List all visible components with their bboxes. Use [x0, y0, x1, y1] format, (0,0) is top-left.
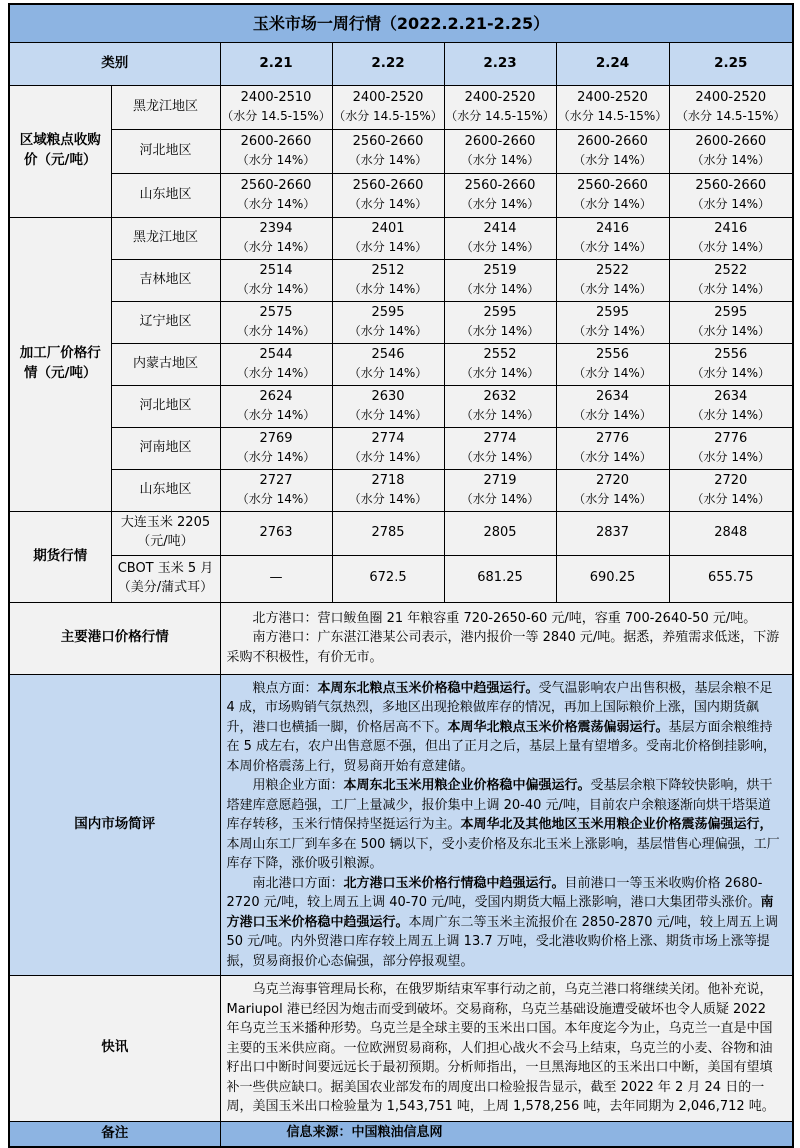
moisture-note: （水分 14%） [691, 239, 771, 254]
price-cell [332, 427, 444, 469]
price-cell [669, 85, 793, 129]
price-cell [332, 129, 444, 173]
moisture-note: （水分 14%） [348, 239, 428, 254]
price-cell [444, 217, 556, 259]
moisture-note: （水分 14%） [573, 323, 652, 338]
ports-paragraph: 南方港口：广东湛江港某公司表示，港内报价一等 2840 元/吨。据悉，养殖需求低迷，下游采购不积极性，有价无市。 [226, 630, 780, 665]
moisture-note: （水分 14%） [348, 152, 428, 167]
review-segment: 基层方面余粮维持在 5 成左右，农户出售意愿不强，但出了正月之后，基层上量有望增多。受南北价格倒挂影响，本周价格震荡上行，贸易商开始有意建储。 [226, 719, 777, 774]
price-cell [220, 469, 332, 511]
moisture-note: （水分 14%） [573, 239, 652, 254]
moisture-note: （水分 14.5-15%） [557, 108, 668, 123]
news-row [9, 976, 793, 1122]
price-value: 2401 [371, 220, 405, 236]
news-paragraph: 乌克兰海事管理局长称，在俄罗斯结束军事行动之前，乌克兰港口将继续关闭。他补充说，Mariupol 港已经因为炮击而受到破坏。交易商称，乌克兰基础设施遭受破坏也令人质疑 2022 年乌克兰玉米播种形势。乌克兰是全球主要的玉米出口国。本年度迄今为止，乌克兰一直是中国主要的玉米供应商。一位欧洲贸易商称，人们担心战火不会马上结束，乌克兰的小麦、谷物和油籽出口中断时间要远远长于最初预期。分析师指出，一旦黑海地区的玉米出口中断，美国有望填补一些供应缺口。据美国农业部发布的周度出口检验报告显示，截至 2022 年 2 月 24 日的一周，美国玉米出口检验量为 1,543,751 吨，上周 1,578,256 吨，去年同期为 2,046,712 吨。 [226, 982, 775, 1114]
moisture-note: （水分 14.5-15%） [221, 108, 331, 123]
review-segment: 目前港口一等玉米收购价格 2680-2720 元/吨，较上周五上调 40-70 元/吨，受国内期货大幅上涨影响，港口大集团带头涨价。 [226, 875, 763, 910]
price-value: 2575 [259, 304, 293, 320]
price-cell [332, 385, 444, 427]
review-paragraph [227, 874, 783, 972]
price-value: 2785 [371, 524, 405, 540]
table-row [9, 385, 793, 427]
price-cell [444, 385, 556, 427]
price-cell [444, 511, 556, 555]
corn-market-weekly-table [8, 3, 794, 1148]
price-cell [332, 301, 444, 343]
price-cell [669, 173, 793, 217]
price-value: 655.75 [708, 570, 754, 586]
moisture-note: （水分 14%） [573, 407, 652, 422]
price-cell [220, 427, 332, 469]
price-value: 2720 [595, 472, 630, 488]
region-label: 河南地区 [111, 427, 220, 469]
price-cell [220, 85, 332, 129]
price-cell [220, 301, 332, 343]
price-value: 2414 [483, 220, 517, 236]
price-value: 2556 [595, 346, 630, 362]
price-value: 2519 [483, 262, 517, 278]
price-cell [669, 343, 793, 385]
news-text [220, 976, 793, 1122]
table-row [9, 511, 793, 555]
price-value: 2595 [595, 304, 630, 320]
moisture-note: （水分 14.5-15%） [445, 108, 555, 123]
price-value: 2522 [595, 262, 630, 278]
price-value: 690.25 [589, 570, 636, 586]
moisture-note: （水分 14%） [236, 449, 316, 464]
title-row [9, 4, 793, 42]
moisture-note: （水分 14%） [691, 281, 771, 296]
price-cell [556, 343, 669, 385]
price-value: 2400-2520 [352, 89, 424, 105]
moisture-note: （水分 14%） [348, 196, 428, 211]
price-value: 2720 [714, 472, 748, 488]
review-segment: 本周广东二等玉米主流报价在 2850-2870 元/吨，较上周五上调 50 元/吨。内外贸港口库存较上周五上调 13.7 万吨，受北港收购价格上涨、期货市场上涨等提振，贸易商报价心态偏强，部分停报观望。 [226, 914, 779, 969]
price-value: 2763 [259, 524, 293, 540]
price-value: 2805 [483, 524, 517, 540]
price-value: 2560-2660 [577, 177, 648, 193]
price-value: 2560-2660 [695, 177, 767, 193]
price-value: 2719 [483, 472, 517, 488]
moisture-note: （水分 14%） [348, 449, 428, 464]
moisture-note: （水分 14%） [236, 239, 316, 254]
moisture-note: （水分 14%） [460, 323, 540, 338]
price-cell [332, 469, 444, 511]
price-cell [444, 301, 556, 343]
price-cell [220, 259, 332, 301]
moisture-note: （水分 14%） [573, 281, 652, 296]
price-cell [556, 85, 669, 129]
note-row [9, 1121, 793, 1147]
price-value: 2600-2660 [695, 133, 767, 149]
price-cell [556, 129, 669, 173]
price-cell [332, 217, 444, 259]
price-value: 2630 [371, 388, 405, 404]
price-value: 2560-2660 [352, 133, 424, 149]
moisture-note: （水分 14%） [691, 152, 771, 167]
moisture-note: （水分 14%） [460, 449, 540, 464]
review-segment: 受气温影响农户出售积极，基层余粮不足 4 成，市场购销气氛热烈，多地区出现抢粮做库存的情况，再加上国际粮价上涨，国内期货飙升，港口也横插一脚，价格居高不下。 [226, 680, 773, 735]
price-value: 2560-2660 [464, 177, 536, 193]
review-bold-segment: 本周华北及其他地区玉米用粮企业价格震荡偏强运行， [460, 817, 773, 832]
price-value: 2837 [595, 524, 630, 540]
price-value: 2514 [259, 262, 293, 278]
date-header-2: 2.22 [332, 42, 444, 85]
moisture-note: （水分 14%） [573, 152, 652, 167]
price-cell [669, 511, 793, 555]
price-cell [220, 343, 332, 385]
price-value: 2556 [714, 346, 748, 362]
table-row [9, 85, 793, 129]
review-segment: 本周山东工厂到车多在 500 辆以下，受小麦价格及东北玉米上涨影响，基层惜售心理偏强，工厂库存下降，涨价吸引粮源。 [226, 836, 780, 871]
moisture-note: （水分 14%） [460, 365, 540, 380]
price-value: 2400-2510 [240, 89, 312, 105]
price-value: 2400-2520 [464, 89, 536, 105]
moisture-note: （水分 14%） [348, 407, 428, 422]
price-cell [556, 511, 669, 555]
date-header-4: 2.24 [556, 42, 669, 85]
table-row [9, 173, 793, 217]
ports-text [220, 602, 793, 674]
review-bold-segment: 北方港口玉米价格行情稳中趋强运行。 [343, 875, 565, 891]
price-value: 2512 [371, 262, 405, 278]
table-row [9, 427, 793, 469]
table-row [9, 343, 793, 385]
price-cell [444, 259, 556, 301]
moisture-note: （水分 14%） [460, 196, 540, 211]
table-row [9, 555, 793, 602]
price-value: 2600-2660 [240, 133, 312, 149]
price-cell [220, 173, 332, 217]
price-value: 2718 [371, 472, 405, 488]
moisture-note: （水分 14%） [348, 365, 428, 380]
price-cell [669, 469, 793, 511]
page-title: 玉米市场一周行情（2022.2.21-2.25） [9, 4, 793, 42]
price-cell [444, 129, 556, 173]
moisture-note: （水分 14%） [236, 407, 316, 422]
price-value: 2546 [371, 346, 405, 362]
price-value: 681.25 [477, 570, 523, 586]
table-row [9, 217, 793, 259]
moisture-note: （水分 14%） [691, 449, 771, 464]
price-value: 2400-2520 [695, 89, 767, 105]
price-value: 2632 [483, 388, 517, 404]
moisture-note: （水分 14%） [348, 323, 428, 338]
price-cell [556, 427, 669, 469]
price-value: 2595 [371, 304, 405, 320]
price-value: 2727 [259, 472, 293, 488]
price-cell [332, 173, 444, 217]
price-value: 2774 [371, 430, 405, 446]
table-row [9, 301, 793, 343]
price-cell [669, 427, 793, 469]
region-label: 山东地区 [111, 173, 220, 217]
price-cell [556, 555, 669, 602]
price-value: 2560-2660 [240, 177, 312, 193]
review-bold-segment: 本周华北粮点玉米价格震荡偏弱运行。 [447, 719, 669, 735]
price-cell [669, 129, 793, 173]
section-label-futures: 期货行情 [9, 511, 111, 602]
price-value: 2400-2520 [577, 89, 648, 105]
price-value: 2634 [714, 388, 748, 404]
review-paragraph [227, 679, 783, 777]
region-label: 辽宁地区 [111, 301, 220, 343]
date-header-5: 2.25 [669, 42, 793, 85]
moisture-note: （水分 14%） [348, 281, 428, 296]
table-row [9, 469, 793, 511]
price-cell [669, 385, 793, 427]
price-value: 2544 [259, 346, 293, 362]
price-cell [556, 301, 669, 343]
price-value: 2776 [595, 430, 630, 446]
price-cell [444, 555, 556, 602]
price-value: 672.5 [369, 570, 407, 586]
ports-row [9, 602, 793, 674]
price-value: 2624 [259, 388, 293, 404]
date-header-3: 2.23 [444, 42, 556, 85]
moisture-note: （水分 14%） [460, 407, 540, 422]
review-segment: 受基层余粮下降较快影响，烘干塔建库意愿趋强，工厂上量减少，报价集中上调 20-40 元/吨，目前农户余粮逐渐向烘干塔渠道库存转移，玉米行情保持坚挺运行为主。 [226, 778, 773, 832]
review-segment: 南北港口方面： [252, 875, 344, 891]
price-value: — [269, 570, 283, 586]
section-label-news: 快讯 [9, 976, 220, 1122]
info-source: 信息来源：中国粮油信息网 [220, 1121, 793, 1147]
price-cell [556, 469, 669, 511]
price-cell [556, 385, 669, 427]
review-bold-segment: 本周东北粮点玉米价格稳中趋强运行。 [317, 680, 539, 696]
region-label: 河北地区 [111, 385, 220, 427]
price-value: 2522 [714, 262, 748, 278]
price-cell [332, 259, 444, 301]
moisture-note: （水分 14%） [460, 491, 540, 506]
price-cell [444, 173, 556, 217]
price-cell [332, 511, 444, 555]
moisture-note: （水分 14%） [691, 365, 771, 380]
region-label: 黑龙江地区 [111, 217, 220, 259]
moisture-note: （水分 14.5-15%） [333, 108, 443, 123]
price-cell [220, 511, 332, 555]
review-segment: 用粮企业方面： [252, 778, 344, 793]
price-value: 2600-2660 [577, 133, 648, 149]
moisture-note: （水分 14%） [348, 491, 428, 506]
price-cell [332, 343, 444, 385]
price-cell [444, 85, 556, 129]
region-label: 内蒙古地区 [111, 343, 220, 385]
header-row [9, 42, 793, 85]
contract-label: CBOT 玉米 5 月（美分/蒲式耳） [111, 555, 220, 602]
price-value: 2774 [483, 430, 517, 446]
review-paragraph [227, 776, 783, 874]
price-cell [332, 85, 444, 129]
price-cell [220, 217, 332, 259]
price-cell [669, 259, 793, 301]
price-cell [220, 555, 332, 602]
price-value: 2416 [714, 220, 748, 236]
ports-paragraph: 北方港口：营口鲅鱼圈 21 年粮容重 720-2650-60 元/吨，容重 700-2640-50 元/吨。 [252, 610, 757, 626]
section-label-ports: 主要港口价格行情 [9, 602, 220, 674]
price-cell [556, 173, 669, 217]
price-cell [220, 129, 332, 173]
price-cell [669, 301, 793, 343]
moisture-note: （水分 14%） [236, 365, 316, 380]
price-cell [556, 217, 669, 259]
section-label-processing-plants: 加工厂价格行情（元/吨） [9, 217, 111, 511]
contract-label: 大连玉米 2205（元/吨） [111, 511, 220, 555]
region-label: 黑龙江地区 [111, 85, 220, 129]
price-cell [669, 555, 793, 602]
moisture-note: （水分 14.5-15%） [676, 108, 786, 123]
section-label-grain-points: 区域粮点收购价（元/吨） [9, 85, 111, 217]
moisture-note: （水分 14%） [236, 323, 316, 338]
moisture-note: （水分 14%） [573, 491, 652, 506]
price-value: 2416 [595, 220, 630, 236]
moisture-note: （水分 14%） [691, 407, 771, 422]
price-value: 2600-2660 [464, 133, 536, 149]
moisture-note: （水分 14%） [691, 196, 771, 211]
moisture-note: （水分 14%） [460, 152, 540, 167]
price-cell [332, 555, 444, 602]
price-value: 2552 [483, 346, 517, 362]
moisture-note: （水分 14%） [236, 152, 316, 167]
price-value: 2560-2660 [352, 177, 424, 193]
review-segment: 粮点方面： [252, 680, 318, 696]
price-value: 2394 [259, 220, 293, 236]
price-cell [220, 385, 332, 427]
price-cell [556, 259, 669, 301]
moisture-note: （水分 14%） [236, 491, 316, 506]
table-row [9, 259, 793, 301]
date-header-1: 2.21 [220, 42, 332, 85]
moisture-note: （水分 14%） [236, 196, 316, 211]
price-cell [444, 343, 556, 385]
region-label: 吉林地区 [111, 259, 220, 301]
region-label: 山东地区 [111, 469, 220, 511]
moisture-note: （水分 14%） [573, 196, 652, 211]
price-cell [444, 469, 556, 511]
moisture-note: （水分 14%） [236, 281, 316, 296]
price-value: 2776 [714, 430, 748, 446]
price-value: 2595 [483, 304, 517, 320]
moisture-note: （水分 14%） [691, 323, 771, 338]
section-label-domestic-review: 国内市场简评 [9, 674, 220, 976]
price-value: 2595 [714, 304, 748, 320]
review-bold-segment: 南方港口玉米价格稳中趋强运行。 [226, 895, 774, 930]
section-label-note: 备注 [9, 1121, 220, 1147]
price-value: 2848 [714, 524, 748, 540]
price-cell [444, 427, 556, 469]
moisture-note: （水分 14%） [573, 365, 652, 380]
region-label: 河北地区 [111, 129, 220, 173]
moisture-note: （水分 14%） [573, 449, 652, 464]
price-value: 2769 [259, 430, 293, 446]
moisture-note: （水分 14%） [460, 239, 540, 254]
review-text [220, 674, 793, 976]
price-value: 2634 [595, 388, 630, 404]
review-bold-segment: 本周东北玉米用粮企业价格稳中偏强运行。 [343, 778, 591, 793]
table-row [9, 129, 793, 173]
review-row [9, 674, 793, 976]
category-header: 类别 [9, 42, 220, 85]
moisture-note: （水分 14%） [691, 491, 771, 506]
price-cell [669, 217, 793, 259]
moisture-note: （水分 14%） [460, 281, 540, 296]
